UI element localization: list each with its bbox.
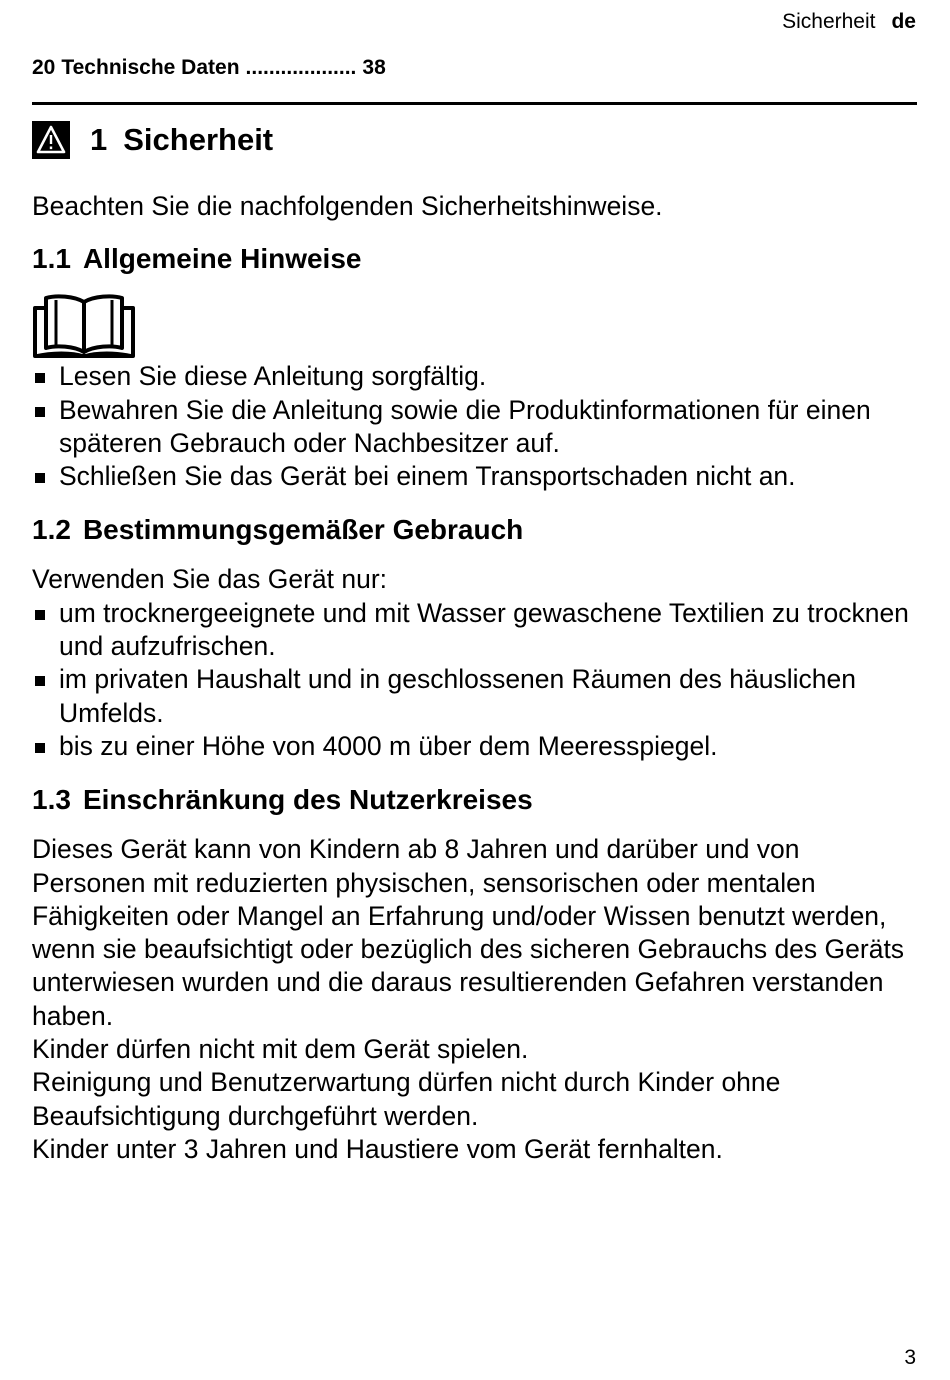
paragraph: Kinder unter 3 Jahren und Haustiere vom Gerät fernhalten.	[32, 1133, 723, 1164]
subsection-title: Einschränkung des Nutzerkreises	[82, 784, 533, 816]
toc-entry-title: Technische Daten	[61, 56, 240, 79]
general-notes-list	[32, 360, 912, 493]
section-divider	[32, 102, 917, 105]
running-header	[782, 10, 916, 34]
intended-use-list	[32, 597, 912, 763]
user-restriction-text	[32, 833, 912, 1166]
toc-entry[interactable]	[32, 56, 386, 80]
list-item: bis zu einer Höhe von 4000 m über dem Meeresspiegel.	[32, 730, 912, 763]
subsection-heading-general	[32, 242, 912, 276]
subsection-number: 1.1	[32, 243, 71, 275]
list-item: Lesen Sie diese Anleitung sorgfältig.	[32, 360, 912, 393]
paragraph: Dieses Gerät kann von Kindern ab 8 Jahren und darüber und von Personen mit reduzierten physischen, sensorischen oder mentalen Fähigkeiten oder Mangel an Erfahrung und/oder Wissen benutzt werden, wenn sie beaufsichtigt oder bezüglich des sicheren Gebrauchs des Geräts unterwiesen wurden und die daraus resultierenden Gefahren verstanden haben.	[32, 834, 905, 1031]
subsection-number: 1.3	[32, 784, 71, 816]
subsection-number: 1.2	[32, 514, 71, 546]
list-item: Bewahren Sie die Anleitung sowie die Produktinformationen für einen späteren Gebrauch oder Nachbesitzer auf.	[32, 394, 912, 461]
header-section-title: Sicherheit	[782, 10, 876, 33]
warning-triangle-icon	[32, 121, 70, 159]
section-intro: Beachten Sie die nachfolgenden Sicherheitshinweise.	[32, 191, 663, 221]
main-content	[32, 110, 912, 1166]
intended-use-lead: Verwenden Sie das Gerät nur:	[32, 564, 388, 595]
toc-entry-number: 20	[32, 56, 56, 79]
section-heading	[32, 110, 912, 170]
subsection-title: Bestimmungsgemäßer Gebrauch	[82, 514, 524, 546]
list-item: Schließen Sie das Gerät bei einem Transportschaden nicht an.	[32, 460, 912, 493]
paragraph: Reinigung und Benutzerwartung dürfen nicht durch Kinder ohne Beaufsichtigung durchgeführt werden.	[32, 1067, 781, 1131]
list-item: im privaten Haushalt und in geschlossenen Räumen des häuslichen Umfelds.	[32, 663, 912, 730]
subsection-heading-user-restriction	[32, 783, 912, 817]
subsection-title: Allgemeine Hinweise	[82, 243, 362, 275]
toc-entry-page: 38	[362, 56, 386, 79]
toc-leader-dots: ...................	[245, 56, 357, 79]
page-number: 3	[904, 1346, 916, 1369]
paragraph: Kinder dürfen nicht mit dem Gerät spielen.	[32, 1034, 529, 1065]
section-number: 1	[90, 122, 108, 157]
subsection-heading-intended-use	[32, 513, 912, 547]
section-title: Sicherheit	[123, 122, 274, 157]
language-code: de	[891, 10, 916, 33]
list-item: um trocknergeeignete und mit Wasser gewaschene Textilien zu trocknen und aufzufrischen.	[32, 597, 912, 664]
open-book-icon	[32, 290, 136, 360]
